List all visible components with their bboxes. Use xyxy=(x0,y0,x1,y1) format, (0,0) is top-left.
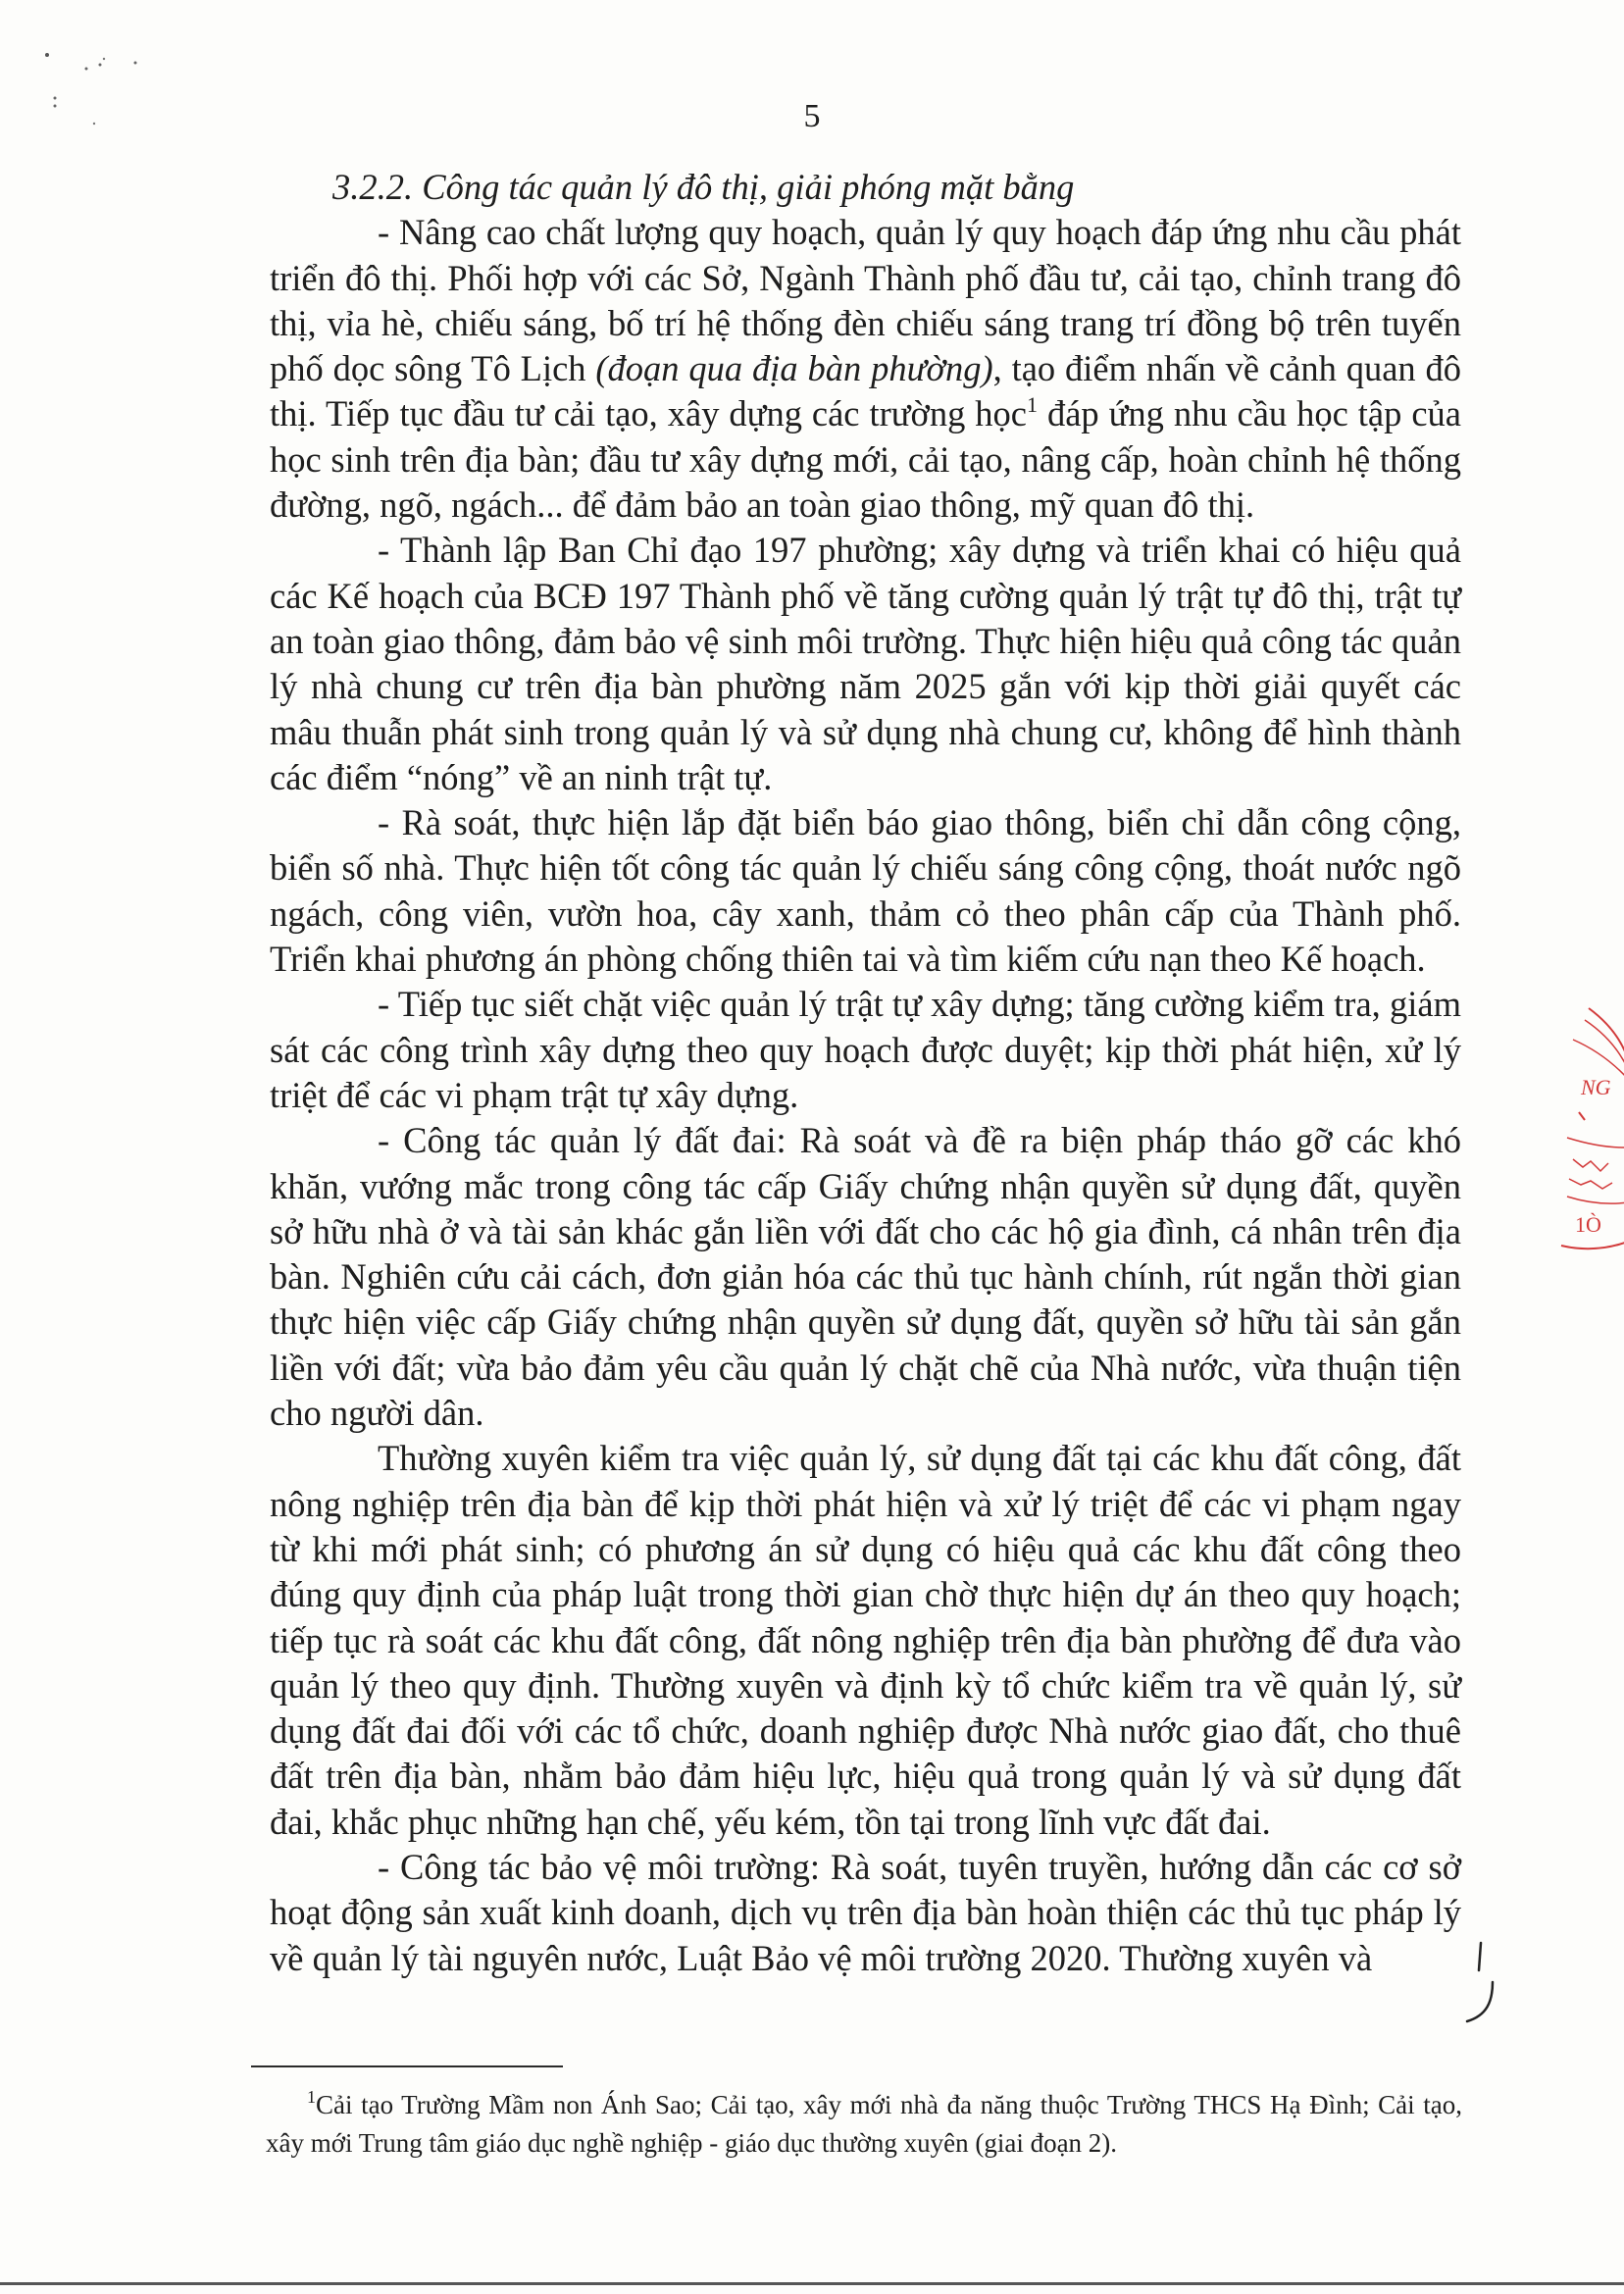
paragraph-text: đáp ứng nhu cầu học tập của học sinh trên địa bàn; đầu tư xây dựng mới, cải tạo, nâng cấp, hoàn chỉnh hệ thống đường, ngõ, ngách... để đảm bảo an toàn giao thông, mỹ quan đô thị. xyxy=(270,393,1461,526)
footnote-reference[interactable]: 1 xyxy=(1026,392,1038,418)
paragraph-land-management: - Công tác quản lý đất đai: Rà soát và đề ra biện pháp tháo gỡ các khó khăn, vướng mắc trong công tác cấp Giấy chứng nhận quyền sử dụng đất, quyền sở hữu nhà ở và tài sản khác gắn liền với đất cho các hộ gia đình, cá nhân trên địa bàn. Nghiên cứu cải cách, đơn giản hóa các thủ tục hành chính, rút ngắn thời gian thực hiện việc cấp Giấy chứng nhận quyền sử dụng đất, quyền sở hữu tài sản gắn liền với đất; vừa bảo đảm yêu cầu quản lý chặt chẽ của Nhà nước, vừa thuận tiện cho người dân. xyxy=(270,1120,1461,1434)
seal-text-fragment: NG xyxy=(1581,1075,1611,1099)
section-heading: 3.2.2. Công tác quản lý đô thị, giải phóng mặt bằng xyxy=(332,167,1075,207)
footnote-divider xyxy=(251,2065,563,2067)
footnote xyxy=(266,2086,1462,2163)
paragraph-text: - Nâng cao chất lượng quy hoạch, quản lý quy hoạch đáp ứng nhu cầu phát triển đô thị. Phối hợp với các Sở, Ngành Thành phố đầu tư, cải tạo, chỉnh trang đô thị, vỉa hè, chiếu sáng, bố trí hệ thống đèn chiếu sáng trang trí đồng bộ trên tuyến phố dọc sông Tô Lịch xyxy=(270,212,1461,389)
paragraph-construction-order: - Tiếp tục siết chặt việc quản lý trật tự xây dựng; tăng cường kiểm tra, giám sát các công trình xây dựng theo quy hoạch được duyệt; kịp thời phát hiện, xử lý triệt để các vi phạm trật tự xây dựng. xyxy=(270,984,1461,1115)
page-number: 5 xyxy=(803,98,821,134)
footnote-text: Cải tạo Trường Mầm non Ánh Sao; Cải tạo, xây mới nhà đa năng thuộc Trường THCS Hạ Đình; Cải tạo, xây mới Trung tâm giáo dục nghề nghiệp - giáo dục thường xuyên (giai đoạn 2). xyxy=(266,2090,1462,2158)
footnote-marker: 1 xyxy=(307,2087,316,2107)
paragraph-urban-planning xyxy=(270,210,1461,528)
body-text xyxy=(270,165,1461,1981)
red-seal-stamp xyxy=(1559,1000,1624,1255)
paragraph-traffic-signs: - Rà soát, thực hiện lắp đặt biển báo giao thông, biển chỉ dẫn công cộng, biển số nhà. Thực hiện tốt công tác quản lý chiếu sáng công cộng, thoát nước ngõ ngách, công viên, vườn hoa, cây xanh, thảm cỏ theo phân cấp của Thành phố. Triển khai phương án phòng chống thiên tai và tìm kiếm cứu nạn theo Kế hoạch. xyxy=(270,802,1461,980)
seal-text-fragment: 1Ò xyxy=(1575,1212,1601,1237)
paragraph-environment: - Công tác bảo vệ môi trường: Rà soát, tuyên truyền, hướng dẫn các cơ sở hoạt động sản xuất kinh doanh, dịch vụ trên địa bàn hoàn thiện các thủ tục pháp lý về quản lý tài nguyên nước, Luật Bảo vệ môi trường 2020. Thường xuyên và xyxy=(270,1846,1461,1978)
handwritten-bracket-mark xyxy=(1459,1937,1518,2025)
paragraph-text: , tạo điểm nhấn về cảnh quan đô thị. Tiếp tục đầu tư cải tạo, xây dựng các trường học xyxy=(270,348,1461,434)
paragraph-land-inspection: Thường xuyên kiểm tra việc quản lý, sử dụng đất tại các khu đất công, đất nông nghiệp trên địa bàn để kịp thời phát hiện và xử lý triệt để các vi phạm ngay từ khi mới phát sinh; có phương án sử dụng có hiệu quả các khu đất công theo đúng quy định của pháp luật trong thời gian chờ thực hiện dự án theo quy hoạch; tiếp tục rà soát các khu đất công, đất nông nghiệp trên địa bàn phường để đưa vào quản lý theo quy định. Thường xuyên và định kỳ tổ chức kiểm tra về quản lý, sử dụng đất đai đối với các tổ chức, doanh nghiệp được Nhà nước giao đất, cho thuê đất trên địa bàn, nhằm bảo đảm hiệu lực, hiệu quả trong quản lý và sử dụng đất đai, khắc phục những hạn chế, yếu kém, tồn tại trong lĩnh vực đất đai. xyxy=(270,1438,1461,1842)
italic-note: (đoạn qua địa bàn phường) xyxy=(595,348,993,389)
paragraph-steering-committee: - Thành lập Ban Chỉ đạo 197 phường; xây dựng và triển khai có hiệu quả các Kế hoạch của BCĐ 197 Thành phố về tăng cường quản lý trật tự đô thị, trật tự an toàn giao thông, đảm bảo vệ sinh môi trường. Thực hiện hiệu quả công tác quản lý nhà chung cư trên địa bàn phường năm 2025 gắn với kịp thời giải quyết các mâu thuẫn phát sinh trong quản lý và sử dụng nhà chung cư, không để hình thành các điểm “nóng” về an ninh trật tự. xyxy=(270,530,1461,797)
scan-edge-line xyxy=(0,2282,1624,2285)
